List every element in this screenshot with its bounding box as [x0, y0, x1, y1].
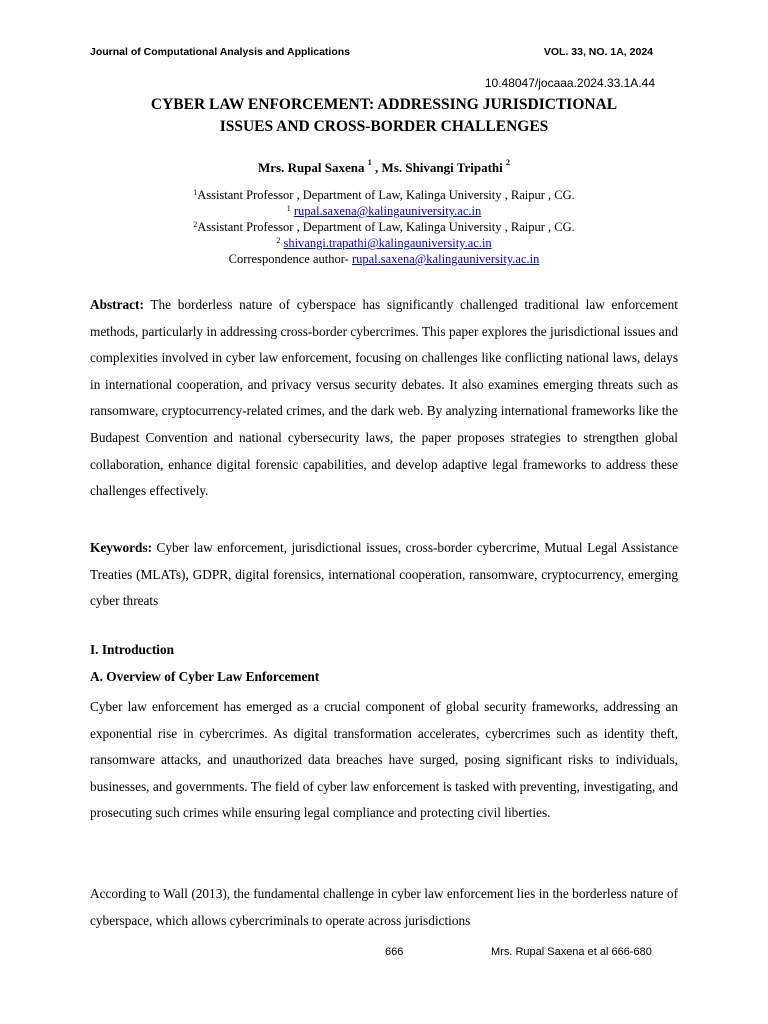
page-number: 666	[385, 946, 404, 958]
email-1-sup: 1	[286, 204, 291, 213]
affiliations	[90, 187, 678, 267]
author-2: Ms. Shivangi Tripathi	[381, 160, 503, 175]
paragraph-1-text: Cyber law enforcement has emerged as a crucial component of global security frameworks, addressing an exponential rise in cybercrimes. As digital transformation accelerates, cybercrimes such as identity theft, ransomware attacks, and unauthorized data breaches have surged, posing significant risks to individuals, businesses, and governments. The field of cyber law enforcement is tasked with preventing, investigating, and prosecuting such crimes while ensuring legal compliance and protecting civil liberties.	[90, 699, 678, 821]
author-list	[90, 160, 678, 176]
paragraph-2-text: According to Wall (2013), the fundamental challenge in cyber law enforcement lies in the borderless nature of cyberspace, which allows cybercriminals to operate across jurisdictions	[90, 886, 678, 928]
affiliation-2	[90, 219, 678, 235]
keywords-label: Keywords:	[90, 540, 153, 555]
affiliation-1-sup: 1	[193, 188, 198, 197]
title-line-1: CYBER LAW ENFORCEMENT: ADDRESSING JURISDICTIONAL	[150, 96, 618, 113]
author-1: Mrs. Rupal Saxena	[257, 160, 365, 175]
author-2-sup: 2	[506, 158, 511, 167]
author-1-sup: 1	[367, 158, 372, 167]
journal-name: Journal of Computational Analysis and Applications	[90, 46, 350, 58]
paper-title	[90, 94, 678, 138]
subsection-heading-overview: A. Overview of Cyber Law Enforcement	[90, 669, 320, 684]
affiliation-2-sup: 2	[193, 220, 198, 229]
email-2-link[interactable]: shivangi.trapathi@kalingauniversity.ac.in	[283, 236, 492, 250]
running-footer: Mrs. Rupal Saxena et al 666-680	[491, 946, 652, 958]
affiliation-1-text: Assistant Professor , Department of Law, Kalinga University , Raipur , CG.	[197, 188, 575, 202]
correspondence-email-link[interactable]: rupal.saxena@kalingauniversity.ac.in	[351, 252, 540, 266]
email-1-link[interactable]: rupal.saxena@kalingauniversity.ac.in	[293, 204, 482, 218]
email-1-line	[90, 203, 678, 219]
section-heading-introduction: I. Introduction	[90, 642, 174, 657]
correspondence-label: Correspondence author-	[228, 252, 352, 266]
email-2-sup: 2	[276, 236, 281, 245]
keywords	[90, 535, 678, 615]
paragraph-2	[90, 881, 678, 934]
email-2-line	[90, 235, 678, 251]
affiliation-2-text: Assistant Professor , Department of Law, Kalinga University , Raipur , CG.	[197, 220, 575, 234]
abstract-label: Abstract:	[90, 297, 144, 312]
volume-info: VOL. 33, NO. 1A, 2024	[543, 46, 653, 58]
keywords-text: Cyber law enforcement, jurisdictional issues, cross-border cybercrime, Mutual Legal Assistance Treaties (MLATs), GDPR, digital forensics, international cooperation, ransomware, cryptocurrency, emerging cyber threats	[90, 540, 678, 609]
affiliation-1	[90, 187, 678, 203]
correspondence-line	[90, 251, 678, 267]
doi: 10.48047/jocaaa.2024.33.1A.44	[484, 76, 655, 90]
author-separator: ,	[371, 160, 382, 175]
abstract-text: The borderless nature of cyberspace has significantly challenged traditional law enforcement methods, particularly in addressing cross-border cybercrimes. This paper explores the jurisdictional issues and complexities involved in cyber law enforcement, focusing on challenges like conflicting national laws, delays in international cooperation, and privacy versus security debates. It also examines emerging threats such as ransomware, cryptocurrency-related crimes, and the dark web. By analyzing international frameworks like the Budapest Convention and national cybersecurity laws, the paper proposes strategies to strengthen global collaboration, enhance digital forensic capabilities, and develop adaptive legal frameworks to address these challenges effectively.	[90, 297, 678, 499]
abstract	[90, 292, 678, 505]
paragraph-1	[90, 694, 678, 827]
title-line-2: ISSUES AND CROSS-BORDER CHALLENGES	[219, 118, 549, 135]
